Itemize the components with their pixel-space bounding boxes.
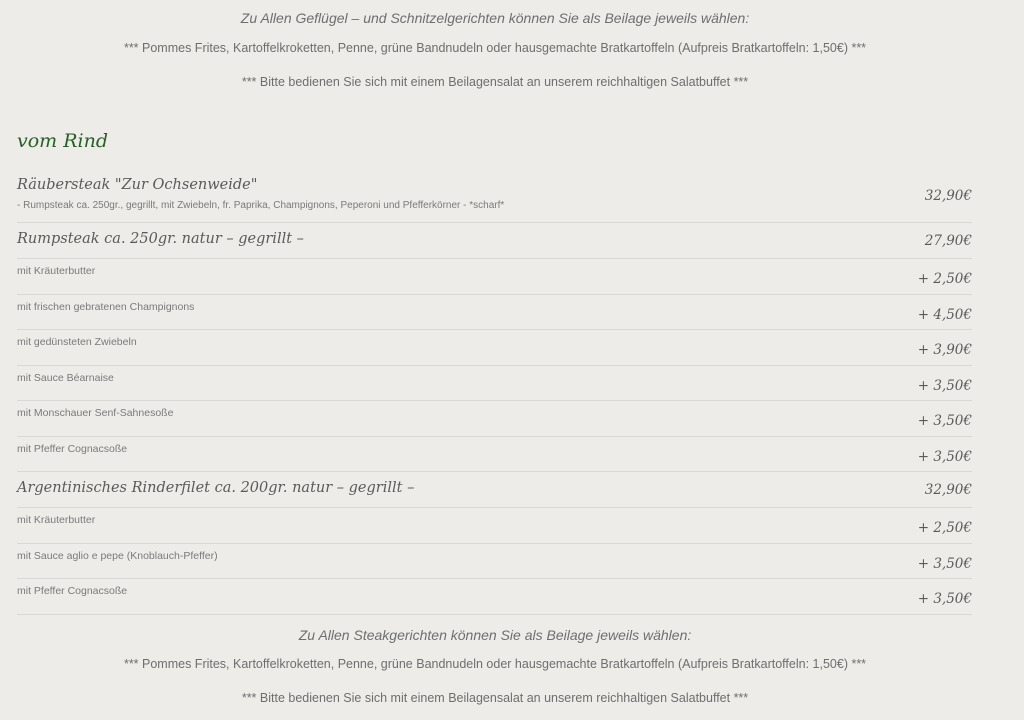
addon-price: + 2,50€ [917,520,972,536]
addon-row [17,579,972,615]
addon-label: mit Kräuterbutter [17,514,96,526]
addon-row [17,544,972,580]
addon-price: + 3,50€ [917,555,972,572]
dish-description: - Rumpsteak ca. 250gr., gegrillt, mit Zwiebeln, fr. Paprika, Champignons, Peperoni und Pfefferkörner - *scharf* [17,200,505,211]
intro-heading: Zu Allen Geflügel – und Schnitzelgerichten können Sie als Beilage jeweils wählen: [240,10,750,26]
dish-row [17,170,972,223]
dish-row [17,472,972,508]
addon-label: mit Pfeffer Cognacsoße [17,442,128,455]
addon-label: mit Monschauer Senf-Sahnesoße [17,407,174,419]
dish-price: 32,90€ [924,482,972,498]
addon-price: + 3,50€ [917,448,972,465]
addon-row [17,508,972,544]
dish-name: Räubersteak "Zur Ochsenweide" [17,177,258,193]
addon-row [17,437,972,473]
intro-sides-note: *** Pommes Frites, Kartoffelkroketten, Penne, grüne Bandnudeln oder hausgemachte Bratkartoffeln (Aufpreis Bratkartoffeln: 1,50€) *** [123,41,867,55]
addon-label: mit Sauce aglio e pepe (Knoblauch-Pfeffer) [17,549,218,562]
addon-price: + 3,50€ [917,413,972,429]
addon-label: mit frischen gebratenen Champignons [17,300,195,313]
addon-label: mit Pfeffer Cognacsoße [17,585,128,597]
outro-heading: Zu Allen Steakgerichten können Sie als Beilage jeweils wählen: [298,627,692,643]
dish-name: Argentinisches Rinderfilet ca. 200gr. natur – gegrillt – [17,480,415,496]
addon-price: + 3,50€ [917,591,972,607]
section-title: vom Rind [17,130,109,152]
addon-label: mit Sauce Béarnaise [17,371,114,384]
dish-name: Rumpsteak ca. 250gr. natur – gegrillt – [17,231,304,247]
dish-row [17,223,972,259]
addon-label: mit gedünsteten Zwiebeln [17,336,137,348]
addon-row [17,401,972,437]
addon-price: + 3,50€ [917,377,972,394]
dish-price: 27,90€ [924,233,972,249]
dish-price: 32,90€ [924,188,972,204]
addon-label: mit Kräuterbutter [17,265,96,277]
addon-price: + 4,50€ [917,306,972,323]
addon-row [17,259,972,295]
addon-row [17,295,972,331]
outro-salad-note: *** Bitte bedienen Sie sich mit einem Beilagensalat an unserem reichhaltigen Salatbuffet *** [241,691,749,705]
addon-row [17,330,972,366]
menu-list [17,170,972,615]
addon-price: + 2,50€ [917,271,972,287]
outro-sides-note: *** Pommes Frites, Kartoffelkroketten, Penne, grüne Bandnudeln oder hausgemachte Bratkartoffeln (Aufpreis Bratkartoffeln: 1,50€) *** [123,657,867,671]
addon-price: + 3,90€ [917,342,972,358]
intro-salad-note: *** Bitte bedienen Sie sich mit einem Beilagensalat an unserem reichhaltigen Salatbuffet *** [241,75,749,89]
addon-row [17,366,972,402]
